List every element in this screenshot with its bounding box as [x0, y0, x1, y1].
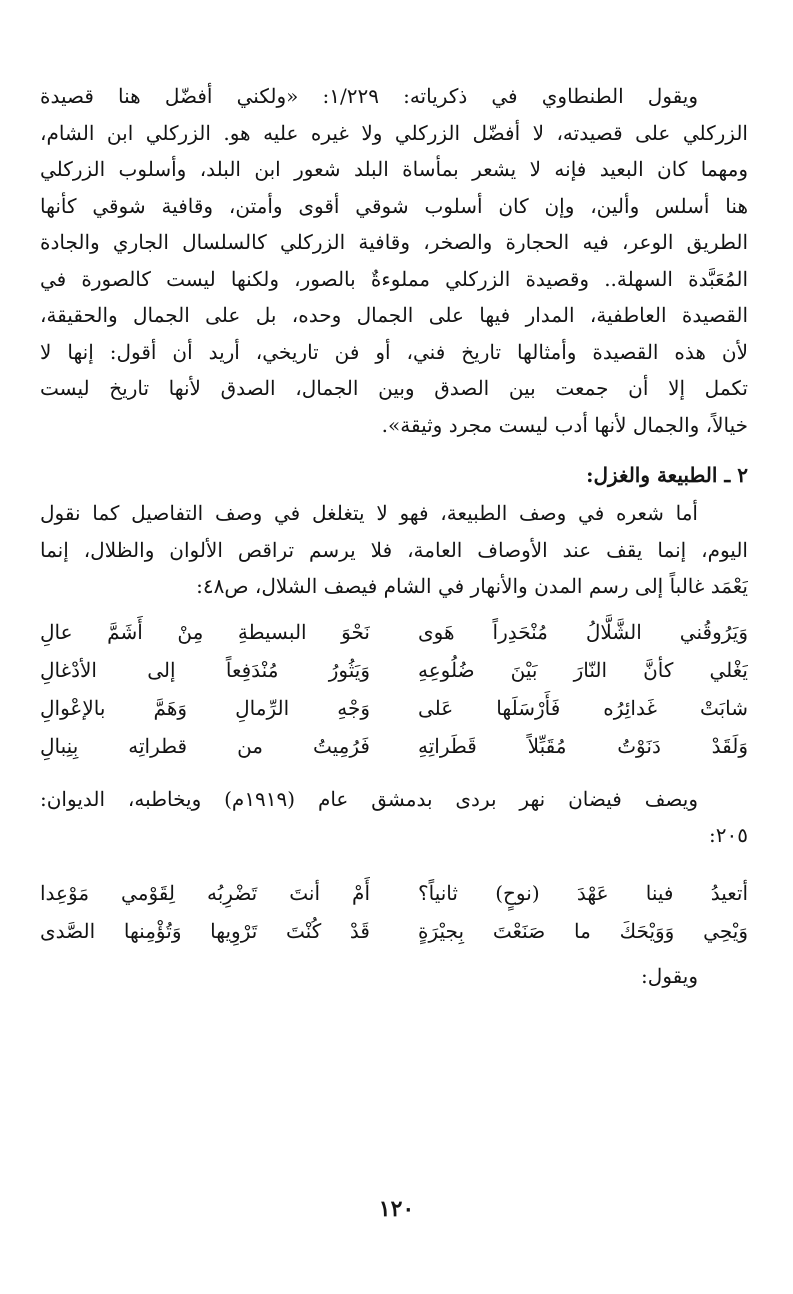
section-heading: ٢ ـ الطبيعة والغزل:: [586, 463, 748, 487]
verse-second-half: وَجْهِ الرِّمالِ وَهَمَّ بالإعْوالِ: [40, 695, 370, 720]
intro-line-7: القصيدة العاطفية، المدار فيها على الجمال وحده، بل على الجمال والحقيقة،: [40, 303, 748, 327]
intro-line-9: تكمل إلا أن جمعت بين الصدق وبين الجمال، الصدق لأنها تاريخ ليست: [40, 376, 748, 400]
closing-paragraph: [40, 958, 748, 995]
book-page: [40, 78, 748, 994]
poem-verse: [40, 689, 748, 727]
verse-second-half: فَرُمِيتُ من قطراتِه بِنِبالِ: [40, 733, 370, 758]
intro-line-2: الزركلي على قصيدته، لا أفضّل الزركلي ولا غيره عليه هو. الزركلي ابن الشام،: [40, 120, 748, 145]
verse-first-half: وَيْحِي وَوَيْحَكَ ما صَنَعْتَ بِجيْرَةٍ: [418, 918, 748, 943]
verse-second-half: أَمْ أنتَ تَضْرِبُه لِقَوْمي مَوْعِدا: [40, 880, 370, 905]
poem-barada: [40, 874, 748, 950]
poem-verse: [40, 727, 748, 765]
verse-second-half: نَحْوَ البسيطةِ مِنْ أَشَمَّ عالِ: [40, 619, 370, 644]
intro-paragraph: [40, 78, 748, 443]
barada-line-2: ٢٠٥:: [709, 823, 748, 847]
verse-first-half: أتعيدُ فينا عَهْدَ (نوحٍ) ثانياً؟: [418, 880, 748, 905]
poem-verse: [40, 613, 748, 651]
poem-verse: [40, 912, 748, 950]
intro-line-5: الطريق الوعر، فيه الحجارة والصخر، وقافية الزركلي كالسلسال الجاري والجادة: [40, 230, 748, 254]
intro-line-4: هنا أسلس وألين، وإن كان أسلوب شوقي أقوى وأمتن، وقافية شوقي كأنها: [40, 193, 748, 218]
verse-second-half: قَدْ كُنْتَ تَرْوِيها وَتُؤْمِنها الصَّدى: [40, 918, 370, 943]
nature-paragraph: [40, 495, 748, 605]
verse-first-half: وَلَقَدْ دَنَوْتُ مُقَبِّلاً قَطَراتِهِ: [418, 733, 748, 758]
poem-waterfall: [40, 613, 748, 765]
closing-line: ويقول:: [641, 963, 698, 988]
verse-first-half: وَيَرُوقُني الشَّلَّالُ مُنْحَدِراً هَوى: [418, 619, 748, 644]
poem-verse: [40, 874, 748, 912]
verse-first-half: شابَتْ غَدائِرُه فَأَرْسَلَها عَلى: [418, 695, 748, 720]
intro-line-10: خيالاً، والجمال لأنها أدب ليست مجرد وثيقة».: [381, 412, 748, 437]
nature-line-2: اليوم، إنما يقف عند الأوصاف العامة، فلا يرسم تراقص الألوان والظلال، إنما: [40, 537, 748, 562]
intro-line-6: المُعَبَّدة السهلة.. وقصيدة الزركلي مملوءةٌ بالصور، ولكنها ليست كالصورة في: [40, 266, 748, 291]
intro-line-8: لأن هذه القصيدة وأمثالها تاريخ فني، أو فن تاريخي، أريد أن أقول: إنها لا: [40, 339, 748, 364]
intro-line-3: ومهما كان البعيد فإنه لا يشعر بمأساة البلد شعور ابن البلد، وأسلوب الزركلي: [40, 157, 748, 181]
intro-line-1: ويقول الطنطاوي في ذكرياته: ١/٢٢٩: «ولكني أفضّل هنا قصيدة: [40, 84, 698, 108]
verse-second-half: وَيَثُورُ مُنْدَفِعاً إلى الأدْغالِ: [40, 657, 370, 682]
barada-paragraph: [40, 781, 748, 854]
verse-first-half: يَغْلي كأنَّ النّارَ بَيْنَ ضُلُوعِهِ: [418, 657, 748, 682]
nature-line-3: يَعْمَد غالباً إلى رسم المدن والأنهار في الشام فيصف الشلال، ص٤٨:: [196, 574, 748, 598]
page-number: ١٢٠: [378, 1196, 415, 1222]
nature-line-1: أما شعره في وصف الطبيعة، فهو لا يتغلغل في وصف التفاصيل كما نقول: [40, 501, 698, 525]
poem-verse: [40, 651, 748, 689]
barada-line-1: ويصف فيضان نهر بردى بدمشق عام (١٩١٩م) ويخاطبه، الديوان:: [40, 786, 698, 811]
